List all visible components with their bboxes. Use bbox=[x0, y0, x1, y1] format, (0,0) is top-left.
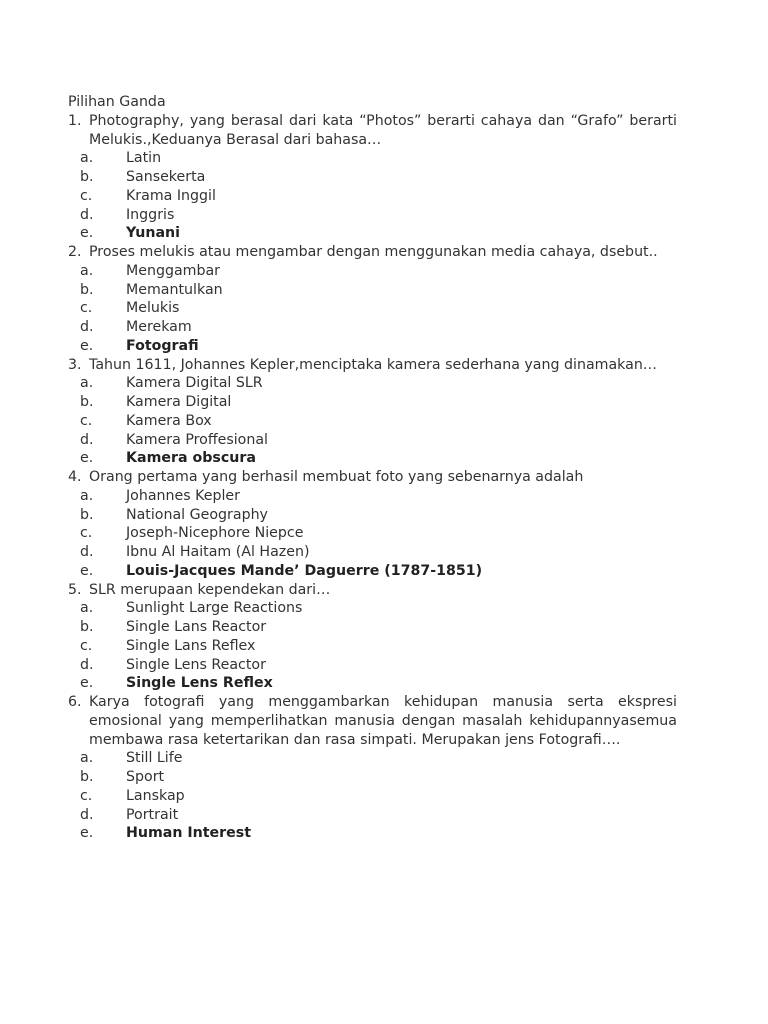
option-letter: d. bbox=[80, 431, 94, 448]
option-6e-correct bbox=[68, 824, 677, 843]
option-text: Merekam bbox=[126, 319, 192, 335]
option-letter: c. bbox=[80, 525, 93, 542]
option-letter: c. bbox=[80, 187, 93, 204]
option-5a bbox=[68, 599, 677, 618]
option-letter: b. bbox=[80, 169, 94, 185]
question-number: 6. bbox=[68, 694, 82, 710]
question-text: Karya fotografi yang menggambarkan kehidupan manusia serta ekspresi emosional yang memperlihatkan manusia dengan masalah kehidupannyasemua membawa rasa ketertarikan dan rasa simpati. Merupakan jens Fotografi…. bbox=[89, 694, 677, 748]
option-text: Kamera Box bbox=[126, 412, 212, 429]
option-text: Kamera Digital bbox=[126, 394, 232, 410]
option-letter: e. bbox=[80, 825, 94, 842]
question-number: 2. bbox=[68, 244, 82, 260]
option-text: Portrait bbox=[126, 806, 179, 823]
option-3d bbox=[68, 431, 677, 450]
question-number: 1. bbox=[68, 112, 82, 129]
option-letter: c. bbox=[80, 637, 93, 654]
option-text: Kamera obscura bbox=[126, 450, 256, 467]
option-text: Joseph-Nicephore Niepce bbox=[126, 525, 304, 542]
option-letter: e. bbox=[80, 562, 94, 579]
option-2b bbox=[68, 281, 677, 300]
option-letter: a. bbox=[80, 150, 94, 167]
question-number: 5. bbox=[68, 581, 82, 598]
option-letter: b. bbox=[80, 769, 94, 785]
option-text: Melukis bbox=[126, 300, 180, 317]
option-4b bbox=[68, 506, 677, 525]
option-letter: d. bbox=[80, 656, 94, 673]
option-text: Kamera Digital SLR bbox=[126, 375, 263, 392]
option-6d bbox=[68, 806, 677, 825]
option-5d bbox=[68, 656, 677, 675]
option-5c bbox=[68, 637, 677, 656]
option-letter: c. bbox=[80, 787, 93, 804]
option-text: Inggris bbox=[126, 206, 175, 223]
option-letter: a. bbox=[80, 262, 94, 279]
question-number: 4. bbox=[68, 469, 82, 485]
option-letter: d. bbox=[80, 544, 94, 560]
option-letter: e. bbox=[80, 225, 94, 242]
option-letter: b. bbox=[80, 619, 94, 635]
option-text: Memantulkan bbox=[126, 281, 223, 298]
question-number: 3. bbox=[68, 356, 82, 373]
option-letter: d. bbox=[80, 206, 94, 223]
option-text: Sansekerta bbox=[126, 169, 206, 185]
option-letter: a. bbox=[80, 600, 94, 617]
option-letter: a. bbox=[80, 750, 94, 767]
option-letter: d. bbox=[80, 806, 94, 823]
option-6a bbox=[68, 749, 677, 768]
question-text: Proses melukis atau mengambar dengan menggunakan media cahaya, dsebut.. bbox=[89, 244, 658, 260]
option-2e-correct bbox=[68, 337, 677, 356]
option-1d bbox=[68, 206, 677, 225]
option-text: Ibnu Al Haitam (Al Hazen) bbox=[126, 544, 310, 560]
option-3e-correct bbox=[68, 449, 677, 468]
option-text: Sport bbox=[126, 769, 165, 785]
option-text: Johannes Kepler bbox=[126, 487, 240, 504]
section-heading: Pilihan Ganda bbox=[68, 94, 166, 110]
option-text: Menggambar bbox=[126, 262, 221, 279]
option-text: Krama Inggil bbox=[126, 187, 216, 204]
option-text: Human Interest bbox=[126, 825, 251, 842]
option-5e-correct bbox=[68, 674, 677, 693]
option-letter: b. bbox=[80, 281, 94, 298]
option-3a bbox=[68, 374, 677, 393]
option-text: Still Life bbox=[126, 750, 183, 767]
option-letter: e. bbox=[80, 450, 94, 467]
question-text: Photography, yang berasal dari kata “Photos” berarti cahaya dan “Grafo” berarti Melukis.,Keduanya Berasal dari bahasa… bbox=[89, 112, 677, 148]
option-text: Single Lans Reactor bbox=[126, 619, 267, 635]
option-text: Kamera Proffesional bbox=[126, 431, 268, 448]
option-letter: b. bbox=[80, 506, 94, 523]
option-2d bbox=[68, 318, 677, 337]
option-text: Latin bbox=[126, 150, 162, 167]
question-5 bbox=[68, 581, 677, 600]
option-letter: e. bbox=[80, 675, 94, 692]
option-2c bbox=[68, 299, 677, 318]
option-text: National Geography bbox=[126, 506, 268, 523]
option-4e-correct bbox=[68, 562, 677, 581]
option-letter: a. bbox=[80, 375, 94, 392]
option-letter: a. bbox=[80, 487, 94, 504]
question-text: Tahun 1611, Johannes Kepler,menciptaka kamera sederhana yang dinamakan… bbox=[89, 356, 657, 373]
option-6b bbox=[68, 768, 677, 787]
option-1b bbox=[68, 168, 677, 187]
option-3b bbox=[68, 393, 677, 412]
option-text: Sunlight Large Reactions bbox=[126, 600, 303, 617]
option-2a bbox=[68, 262, 677, 281]
option-letter: b. bbox=[80, 394, 94, 410]
option-text: Single Lans Reflex bbox=[126, 637, 256, 654]
option-1e-correct bbox=[68, 224, 677, 243]
option-5b bbox=[68, 618, 677, 637]
question-1 bbox=[68, 112, 677, 150]
option-letter: c. bbox=[80, 300, 93, 317]
question-2 bbox=[68, 243, 677, 262]
option-text: Fotografi bbox=[126, 337, 199, 354]
option-1a bbox=[68, 149, 677, 168]
question-4 bbox=[68, 468, 677, 487]
option-4d bbox=[68, 543, 677, 562]
question-3 bbox=[68, 356, 677, 375]
question-text: Orang pertama yang berhasil membuat foto yang sebenarnya adalah bbox=[89, 469, 584, 485]
question-text: SLR merupaan kependekan dari… bbox=[89, 581, 331, 598]
option-text: Single Lens Reflex bbox=[126, 675, 273, 692]
option-3c bbox=[68, 412, 677, 431]
option-text: Louis-Jacques Mande’ Daguerre (1787-1851) bbox=[126, 562, 483, 579]
option-4c bbox=[68, 524, 677, 543]
option-letter: d. bbox=[80, 319, 94, 335]
option-text: Single Lens Reactor bbox=[126, 656, 266, 673]
option-letter: e. bbox=[80, 337, 94, 354]
quiz-document bbox=[68, 93, 677, 843]
option-text: Lanskap bbox=[126, 787, 185, 804]
option-6c bbox=[68, 787, 677, 806]
question-6 bbox=[68, 693, 677, 749]
option-1c bbox=[68, 187, 677, 206]
option-letter: c. bbox=[80, 412, 93, 429]
option-text: Yunani bbox=[126, 225, 180, 242]
option-4a bbox=[68, 487, 677, 506]
